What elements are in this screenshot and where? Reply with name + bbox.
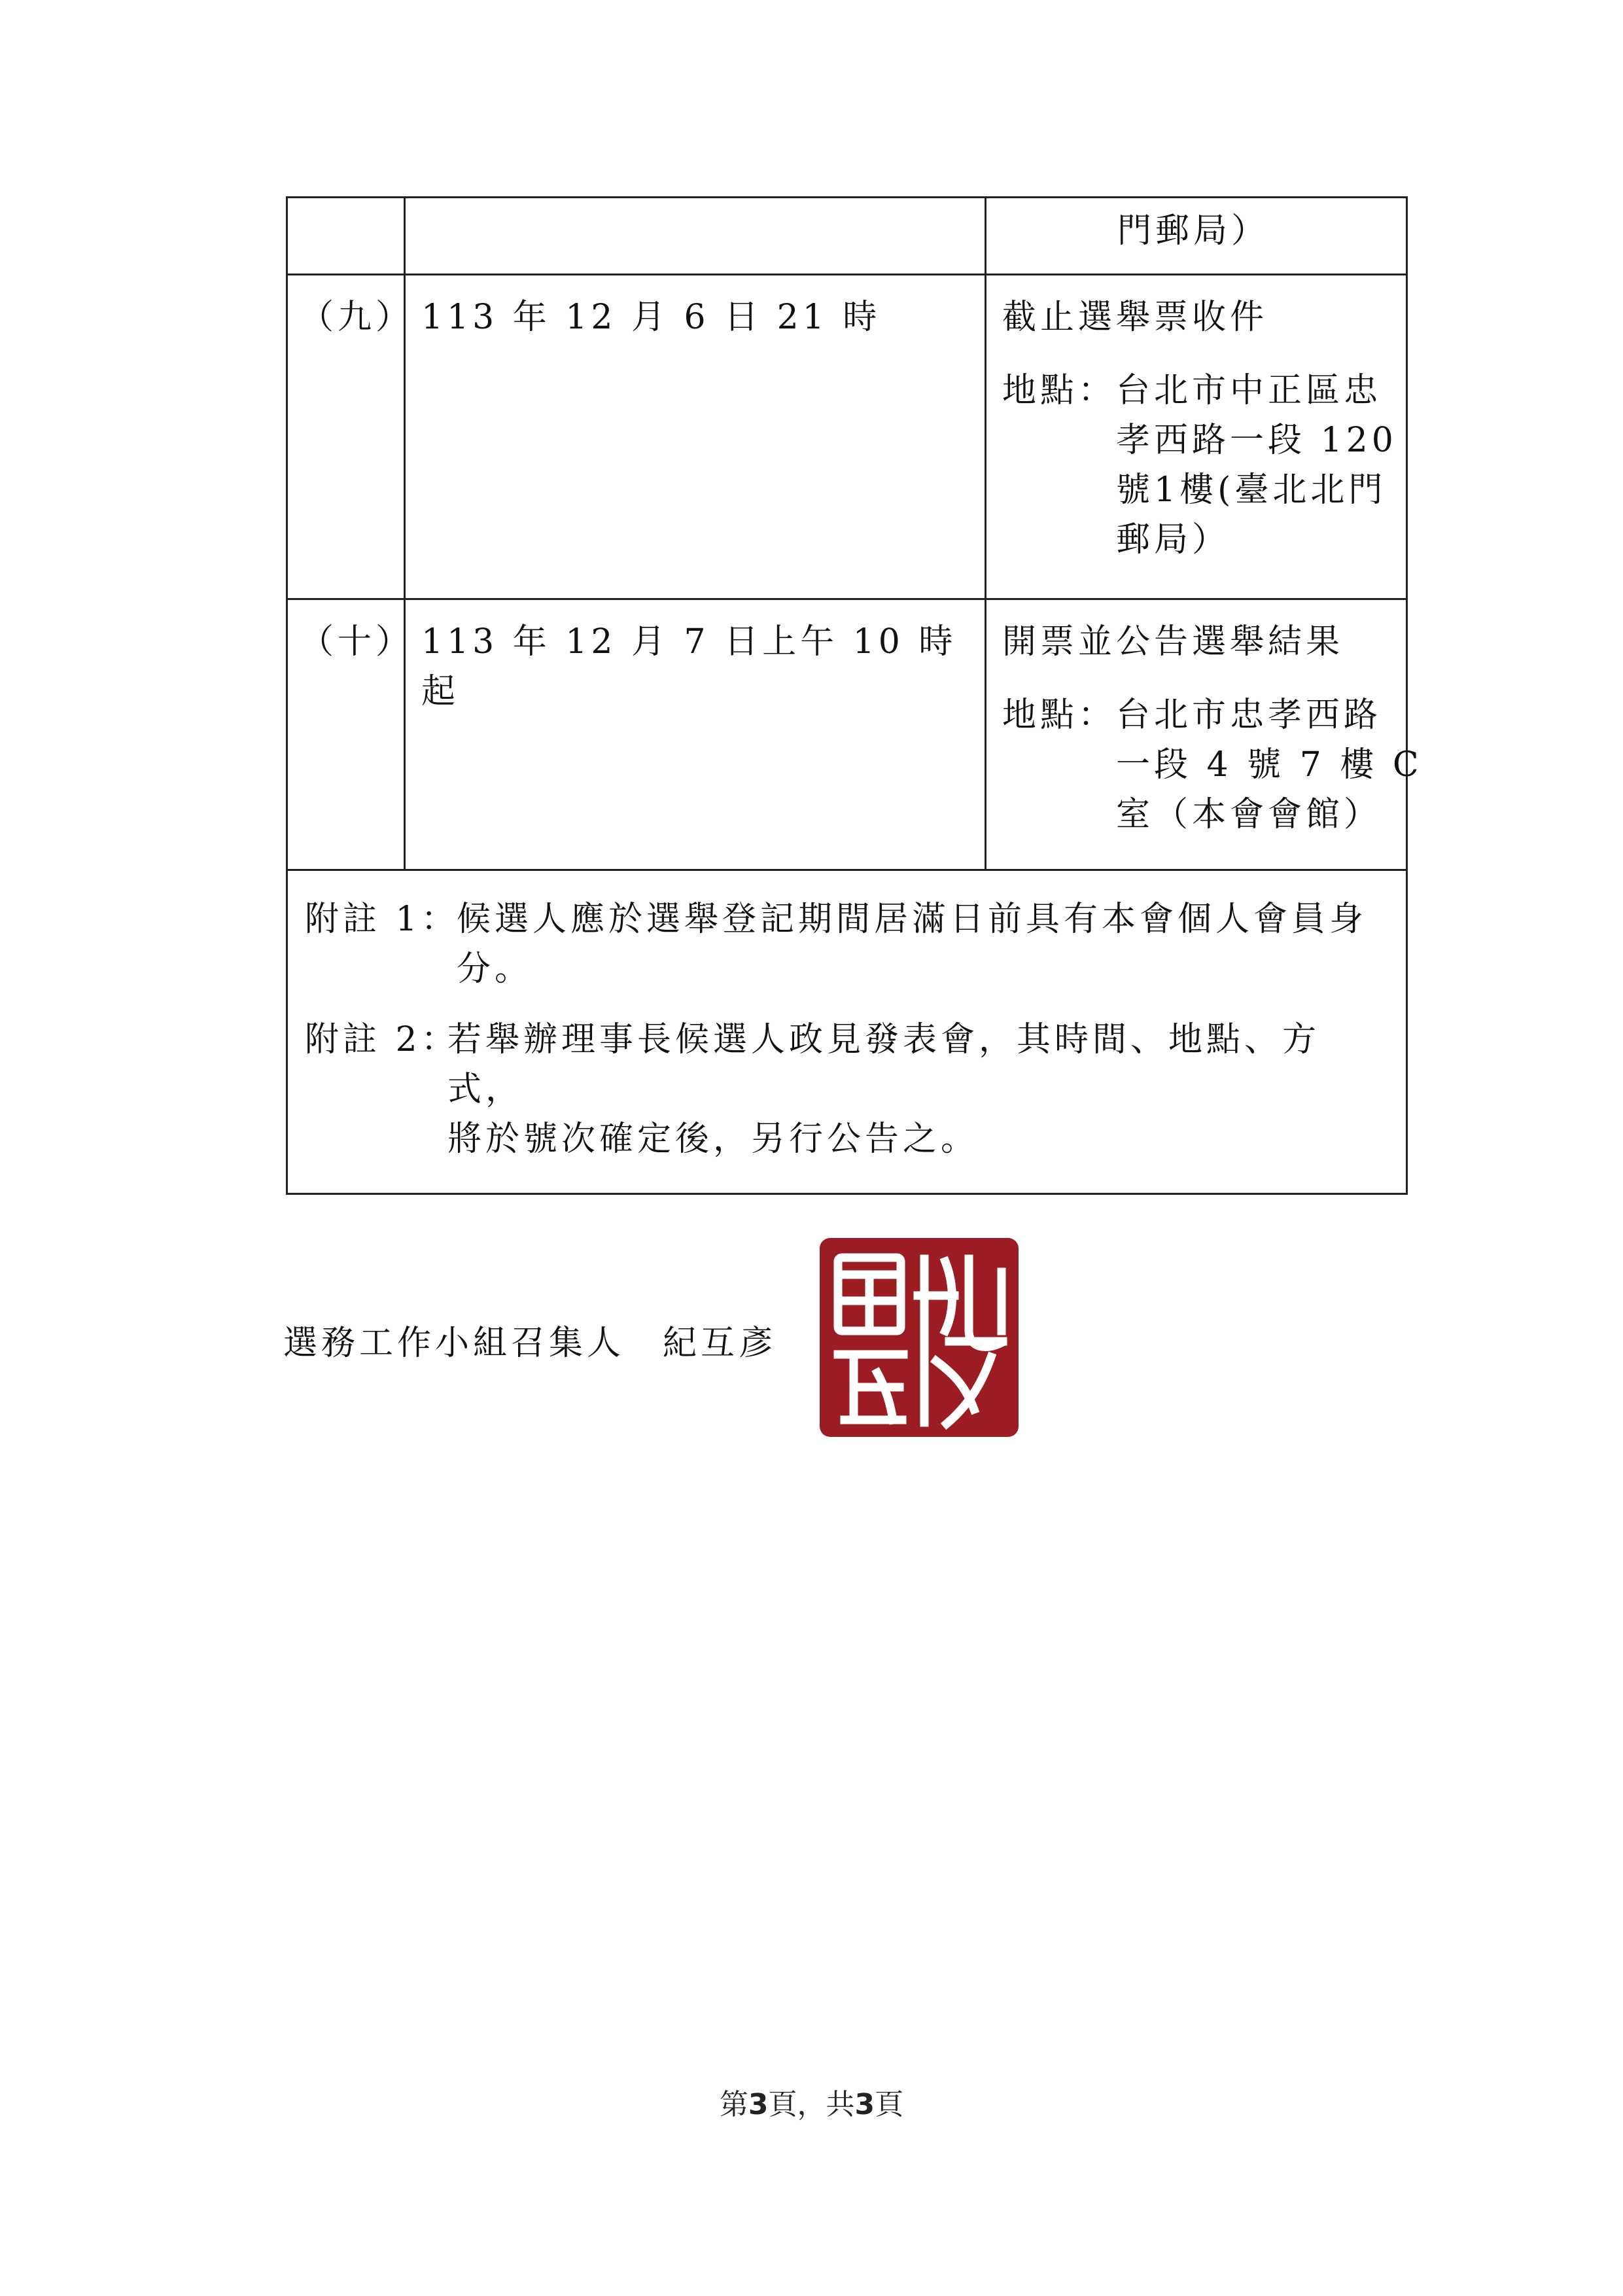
location-line: 孝西路一段 120 bbox=[1116, 421, 1397, 460]
location-line: 台北市忠孝西路 bbox=[1116, 696, 1382, 735]
note-label: 附註 1： bbox=[305, 900, 459, 939]
schedule-table bbox=[286, 196, 1423, 1195]
signer-title: 選務工作小組召集人 bbox=[283, 1324, 625, 1363]
location-line: 一段 4 號 7 樓 C bbox=[1116, 745, 1423, 785]
seal-stamp-icon bbox=[814, 1233, 1024, 1442]
row-event: 開票並公告選舉結果 bbox=[1002, 622, 1344, 662]
index-cell bbox=[287, 599, 414, 870]
page-footer bbox=[0, 2081, 1623, 2123]
location-line: 郵局） bbox=[1116, 520, 1230, 559]
location-line: 室（本會會館） bbox=[1116, 795, 1382, 834]
index-cell bbox=[287, 275, 414, 599]
table-row bbox=[287, 599, 1407, 870]
note-line: 分。 bbox=[457, 949, 533, 989]
location-label: 地點： bbox=[1002, 696, 1117, 735]
index-cell bbox=[287, 198, 405, 275]
signer-name: 紀互彥 bbox=[663, 1324, 777, 1363]
date-cell bbox=[405, 599, 986, 870]
note-item bbox=[305, 894, 1390, 994]
row-date: 113 年 12 月 6 日 21 時 bbox=[421, 298, 881, 337]
note-label: 附註 2： bbox=[305, 1020, 459, 1059]
row-location bbox=[1002, 690, 1423, 839]
notes-cell bbox=[287, 870, 1407, 1194]
row-index: （九） bbox=[300, 298, 414, 337]
continued-location-tail: 門郵局） bbox=[1117, 211, 1270, 251]
location-line: 台北市中正區忠 bbox=[1116, 371, 1382, 410]
footer-mid: 頁，共 bbox=[768, 2088, 855, 2121]
footer-prefix: 第 bbox=[719, 2088, 748, 2121]
desc-cell bbox=[986, 599, 1423, 870]
row-index: （十） bbox=[300, 622, 414, 662]
notes-row bbox=[287, 870, 1407, 1194]
row-date: 113 年 12 月 7 日上午 10 時起 bbox=[421, 622, 957, 711]
row-location bbox=[1002, 366, 1397, 565]
note-line: 將於號次確定後，另行公告之。 bbox=[447, 1120, 979, 1159]
footer-suffix: 頁 bbox=[875, 2088, 904, 2121]
note-item bbox=[305, 1015, 1390, 1164]
row-event: 截止選舉票收件 bbox=[1002, 298, 1268, 337]
date-cell bbox=[405, 198, 986, 275]
location-label: 地點： bbox=[1002, 371, 1117, 410]
note-line: 若舉辦理事長候選人政見發表會，其時間、地點、方式， bbox=[447, 1020, 1321, 1109]
footer-page-total: 3 bbox=[854, 2088, 875, 2121]
location-line: 號1樓(臺北北門 bbox=[1116, 470, 1387, 510]
footer-page-number: 3 bbox=[748, 2088, 769, 2121]
date-cell bbox=[405, 275, 986, 599]
desc-cell bbox=[986, 275, 1407, 599]
table-row bbox=[287, 275, 1407, 599]
note-line: 候選人應於選舉登記期間居滿日前具有本會個人會員身 bbox=[457, 900, 1368, 939]
desc-cell bbox=[986, 198, 1407, 275]
table-row-continued bbox=[287, 198, 1407, 275]
signature-line bbox=[283, 1315, 777, 1364]
